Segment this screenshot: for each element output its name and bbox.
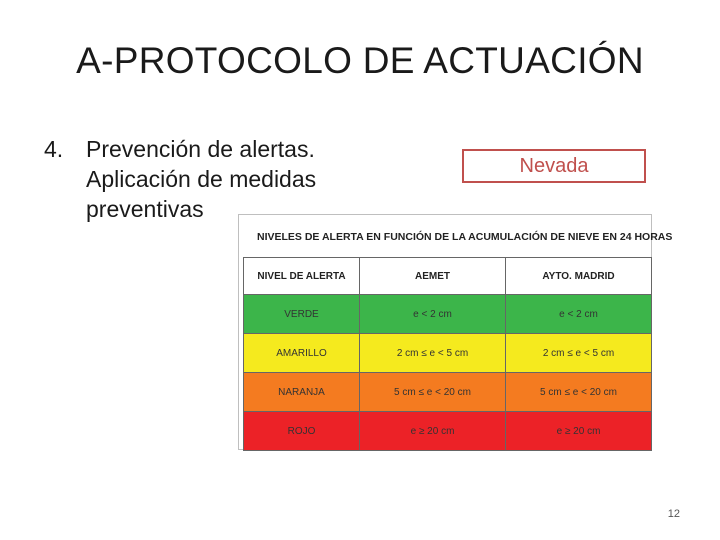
cell-ayto: 5 cm ≤ e < 20 cm (506, 373, 652, 412)
alert-levels-table (243, 257, 652, 451)
alert-levels-table-image (238, 214, 673, 450)
table-row (244, 295, 652, 334)
cell-level: ROJO (244, 412, 360, 451)
page-number: 12 (667, 508, 680, 520)
slide-title: A-PROTOCOLO DE ACTUACIÓN (76, 40, 644, 81)
table-row (244, 334, 652, 373)
bullet-line: preventivas (86, 196, 204, 222)
header-ayto: AYTO. MADRID (506, 258, 652, 295)
bullet-line: Prevención de alertas. (86, 136, 315, 162)
table-title: NIVELES DE ALERTA EN FUNCIÓN DE LA ACUMULACIÓN DE NIEVE EN 24 HORAS (257, 231, 673, 243)
header-aemet: AEMET (360, 258, 506, 295)
header-nivel: NIVEL DE ALERTA (244, 258, 360, 295)
cell-level: NARANJA (244, 373, 360, 412)
bullet-item (44, 134, 374, 224)
table-row (244, 412, 652, 451)
cell-aemet: 2 cm ≤ e < 5 cm (360, 334, 506, 373)
bullet-text (86, 134, 374, 224)
cell-aemet: e < 2 cm (360, 295, 506, 334)
bullet-number: 4. (44, 136, 64, 162)
bullet-line: Aplicación de medidas (86, 166, 317, 192)
cell-aemet: 5 cm ≤ e < 20 cm (360, 373, 506, 412)
cell-level: VERDE (244, 295, 360, 334)
cell-ayto: e < 2 cm (506, 295, 652, 334)
cell-ayto: 2 cm ≤ e < 5 cm (506, 334, 652, 373)
table-row (244, 373, 652, 412)
table-header-row (244, 258, 652, 295)
cell-aemet: e ≥ 20 cm (360, 412, 506, 451)
cell-ayto: e ≥ 20 cm (506, 412, 652, 451)
cell-level: AMARILLO (244, 334, 360, 373)
nevada-label-box: Nevada (462, 149, 646, 183)
